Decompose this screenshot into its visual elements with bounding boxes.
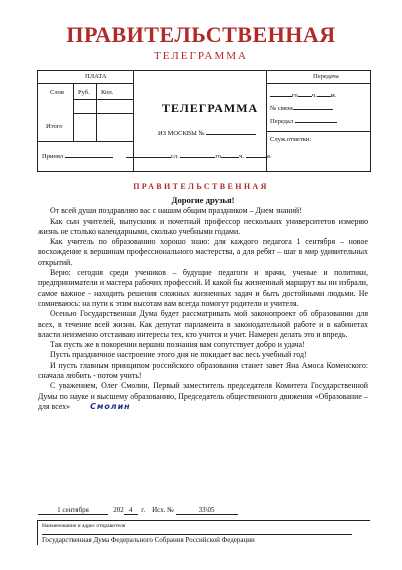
signature: Смолин [90,401,131,411]
nomer-svyazi-field: № связи [270,105,333,112]
prinyal-label: Принял [42,153,113,160]
dispatch-line: 1 сентября 202 4 г. Исх. № 33\05 [38,506,238,515]
paragraph-5: Осенью Государственная Дума будет рассматривать мой законопроект об образовании для всех, в течение всей жизни. Как депутат парламента в законодательной работе и в кабинетах власти неизменно отстаиваю интересы тех, кто учится и учит. Намерен делать это и впредь. [38,309,368,339]
plata-label: ПЛАТА [85,73,107,80]
slov-label: Слов [50,89,64,96]
sluzh-otmetki-label: Служ.отметки: [270,136,312,143]
rub-label: Руб. [78,89,90,96]
telegramma-label: ТЕЛЕГРАММА [162,101,259,115]
year-field: 4 [124,506,138,515]
sender-label: Наименование и адрес отправителя [42,523,126,529]
paragraph-6: Так пусть же в покорении вершин познания вам сопутствует добро и удача! [50,340,305,350]
telegram-form [37,70,371,172]
iz-moskvy-field: ИЗ МОСКВЫ № [158,130,256,137]
paragraph-9: С уважением, Олег Смолин, Первый заместитель председателя Комитета Государственной Думы по науке и высшему образованию, Председатель общественного движения «Образование – для всех» Смолин [38,381,368,411]
section-title: ПРАВИТЕЛЬСТВЕННАЯ [133,182,269,191]
document-subtitle: ТЕЛЕГРАММА [154,50,248,62]
paragraph-1: От всей души поздравляю вас с нашим общим праздником – Днем знаний! [50,206,302,216]
slov-time-field: сл. го ч. м. [126,153,271,160]
peredal-field: Передал [270,118,337,125]
sender-block [37,520,370,545]
document-title: ПРАВИТЕЛЬСТВЕННАЯ [66,22,336,47]
letter-body [38,195,368,412]
itogo-label: Итого [46,123,63,130]
date-field: 1 сентября [38,506,108,515]
paragraph-4: Верю: сегодня среди учеников – будущие педагоги и врачи, ученые и политики, предприниматели и мастера рабочих профессий. И какой бы жизненный маршрут вы ни избрали, самое важное - находить решения сложных жизненных задач и быть достойными людьми. Не сомневаюсь: на пути к этим высотам вам всегда помогут родители и учителя. [38,268,368,308]
greeting: Дорогие друзья! [171,195,235,205]
peredacha-label: Передача [313,73,339,80]
go-ch-m-field: го ч. м. [270,92,336,99]
sender-name: Государственная Дума Федерального Собрания Российской Федерации [42,534,352,544]
paragraph-2: Как сын учителей, выпускник и почетный профессор нескольких университетов измеряю жизнь не столько календарными, сколько учебными годами. [38,216,368,236]
outgoing-number: 33\05 [176,506,238,515]
paragraph-8: И пусть главным принципом российского образования станет завет Яна Амоса Коменского: сначала любить - потом учить! [38,360,368,381]
kop-label: Коп. [101,89,114,96]
paragraph-7: Пусть праздничное настроение этого дня не покидает вас весь учебный год! [50,350,307,360]
paragraph-3: Как учитель по образованию хорошо знаю: для каждого педагога 1 сентября – новое восхождение к вершинам профессионального мастерства, а для ребят – шаг в мир удивительных открытий. [38,237,368,267]
